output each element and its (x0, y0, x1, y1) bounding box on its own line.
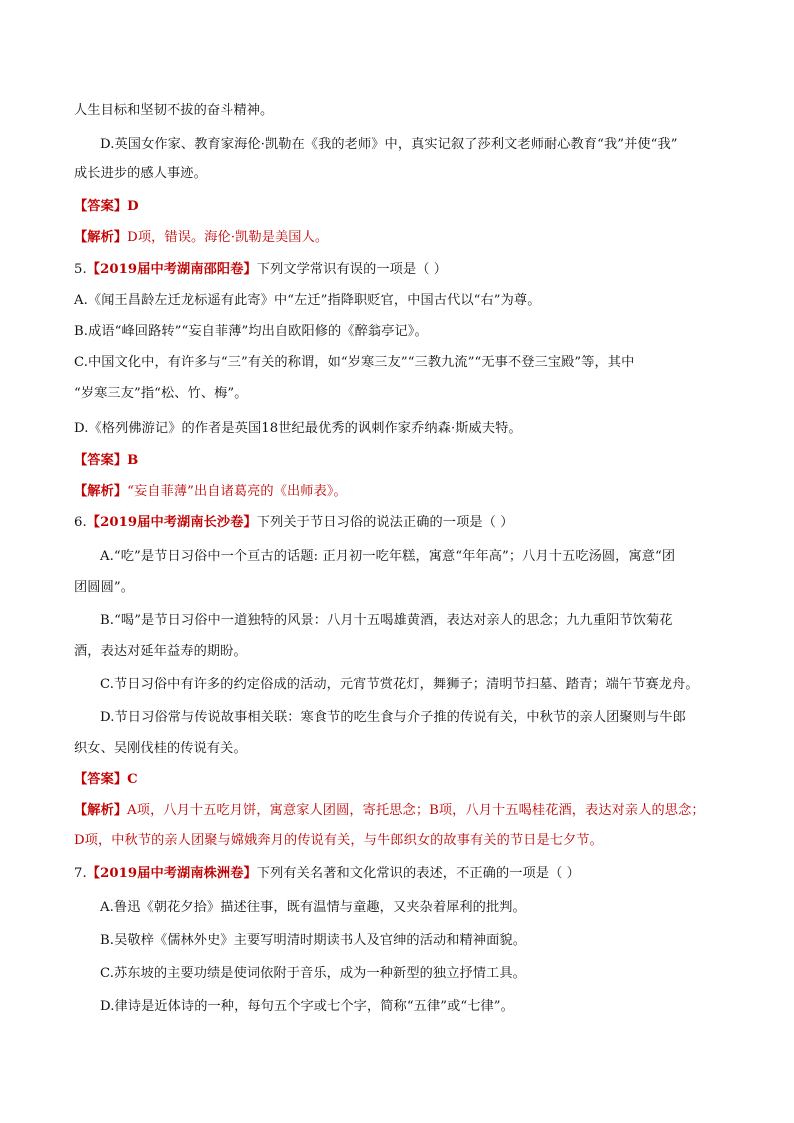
explanation-line (74, 801, 734, 821)
answer-label: 【答案】 (74, 453, 128, 468)
question-6-stem (74, 513, 734, 533)
answer-label: 【答案】 (74, 199, 128, 214)
option-d: D.律诗是近体诗的一种，每句五个字或七个字，简称“五律”或“七律”。 (100, 999, 514, 1014)
question-5-stem (74, 260, 734, 280)
option-b: B.“喝”是节日习俗中一道独特的风景：八月十五喝雄黄酒，表达对亲人的思念；九九重阳节饮菊花 (100, 613, 673, 628)
answer-line (74, 197, 734, 217)
answer-line (74, 451, 734, 471)
text-line: 人生目标和坚韧不拔的奋斗精神。 (74, 103, 274, 118)
question-number: 7. (74, 866, 87, 881)
question-number: 5. (74, 262, 87, 277)
answer-value: C (127, 772, 138, 787)
question-text: 下列有关名著和文化常识的表述，不正确的一项是（ ） (256, 866, 580, 881)
option-a: A.《闻王昌龄左迁龙标遥有此寄》中“左迁”指降职贬官，中国古代以“右”为尊。 (74, 293, 541, 308)
option-b: B.吴敬梓《儒林外史》主要写明清时期读书人及官绅的活动和精神面貌。 (100, 933, 526, 948)
option-a: A.“吃”是节日习俗中一个亘古的话题: 正月初一吃年糕，寓意“年年高”；八月十五吃汤圆，寓意“团 (100, 549, 676, 564)
question-source: 【2019届中考湖南长沙卷】 (86, 515, 257, 530)
option-c: C.中国文化中，有许多与“三”有关的称谓，如“岁寒三友”“三教九流”“无事不登三宝殿”等，其中 (74, 355, 635, 370)
question-source: 【2019届中考湖南邵阳卷】 (86, 262, 257, 277)
explanation-text: D项，错误。海伦·凯勒是美国人。 (127, 230, 329, 245)
option-a: A.鲁迅《朝花夕拾》描述往事，既有温情与童趣，又夹杂着犀利的批判。 (100, 900, 526, 915)
text-line: D.英国女作家、教育家海伦·凯勒在《我的老师》中，真实记叙了莎利文老师耐心教育“我”并使“我” (100, 137, 678, 152)
explanation-line-cont: D项，中秋节的亲人团聚与嫦娥奔月的传说有关，与牛郎织女的故事有关的节日是七夕节。 (74, 833, 603, 848)
answer-line (74, 770, 734, 790)
answer-value: B (127, 453, 139, 468)
answer-label: 【答案】 (74, 772, 128, 787)
text-line: 成长进步的感人事迹。 (74, 166, 207, 181)
option-d: D.节日习俗常与传说故事相关联：寒食节的吃生食与介子推的传说有关，中秋节的亲人团聚则与牛郎 (100, 710, 686, 725)
option-a-cont: 团圆圆”。 (74, 580, 134, 595)
explanation-line (74, 482, 734, 502)
option-b: B.成语“峰回路转”“妄自菲薄”均出自欧阳修的《醉翁亭记》。 (74, 324, 428, 339)
explanation-text: A项，八月十五吃月饼，寓意家人团圆，寄托思念；B项，八月十五喝桂花酒，表达对亲人的思念； (127, 803, 705, 818)
option-c-cont: “岁寒三友”指“松、竹、梅”。 (74, 386, 248, 401)
answer-value: D (127, 199, 139, 214)
explanation-text: “妄自菲薄”出自诸葛亮的《出师表》。 (127, 484, 347, 499)
option-c: C.节日习俗中有许多的约定俗成的活动，元宵节赏花灯，舞狮子；清明节扫墓、踏青；端午节赛龙舟。 (100, 677, 699, 692)
option-c: C.苏东坡的主要功绩是使词依附于音乐，成为一种新型的独立抒情工具。 (100, 966, 526, 981)
question-source: 【2019届中考湖南株洲卷】 (86, 866, 257, 881)
option-d-cont: 织女、吴刚伐桂的传说有关。 (74, 741, 247, 756)
explanation-label: 【解析】 (74, 803, 128, 818)
question-number: 6. (74, 515, 87, 530)
explanation-label: 【解析】 (74, 484, 128, 499)
question-7-stem (74, 864, 734, 884)
explanation-line (74, 228, 734, 248)
option-b-cont: 酒，表达对延年益寿的期盼。 (74, 644, 247, 659)
question-text: 下列关于节日习俗的说法正确的一项是（ ） (256, 515, 514, 530)
explanation-label: 【解析】 (74, 230, 128, 245)
option-d: D.《格列佛游记》的作者是英国18世纪最优秀的讽刺作家乔纳森·斯威夫特。 (74, 421, 522, 436)
question-text: 下列文学常识有误的一项是（ ） (256, 262, 448, 277)
